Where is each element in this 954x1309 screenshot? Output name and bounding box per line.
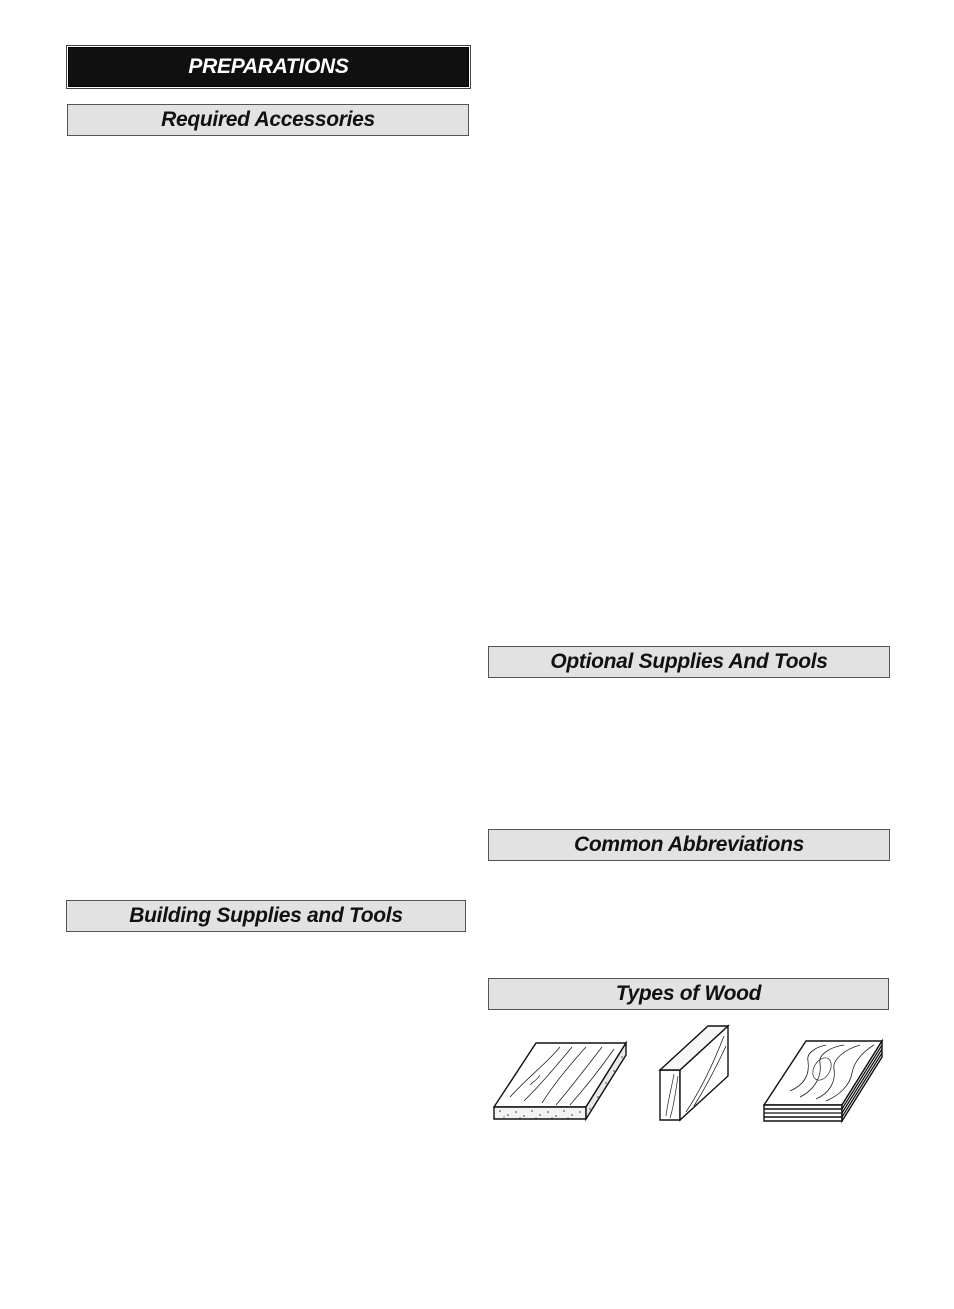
section-title: Building Supplies and Tools [129, 904, 403, 927]
section-header-required-accessories [67, 104, 469, 136]
lumber-board-icon [656, 1020, 736, 1125]
section-header-common-abbreviations [488, 829, 890, 861]
page-title [68, 47, 469, 87]
particle-board-icon [490, 1035, 630, 1125]
section-header-optional-supplies [488, 646, 890, 678]
page-title-text: PREPARATIONS [188, 55, 349, 78]
section-header-types-of-wood [488, 978, 889, 1010]
section-title: Common Abbreviations [573, 833, 805, 856]
plywood-icon [760, 1035, 888, 1127]
section-title: Required Accessories [161, 108, 375, 131]
section-header-building-supplies [66, 900, 466, 932]
section-title: Types of Wood [615, 982, 762, 1005]
section-title: Optional Supplies And Tools [550, 650, 828, 673]
